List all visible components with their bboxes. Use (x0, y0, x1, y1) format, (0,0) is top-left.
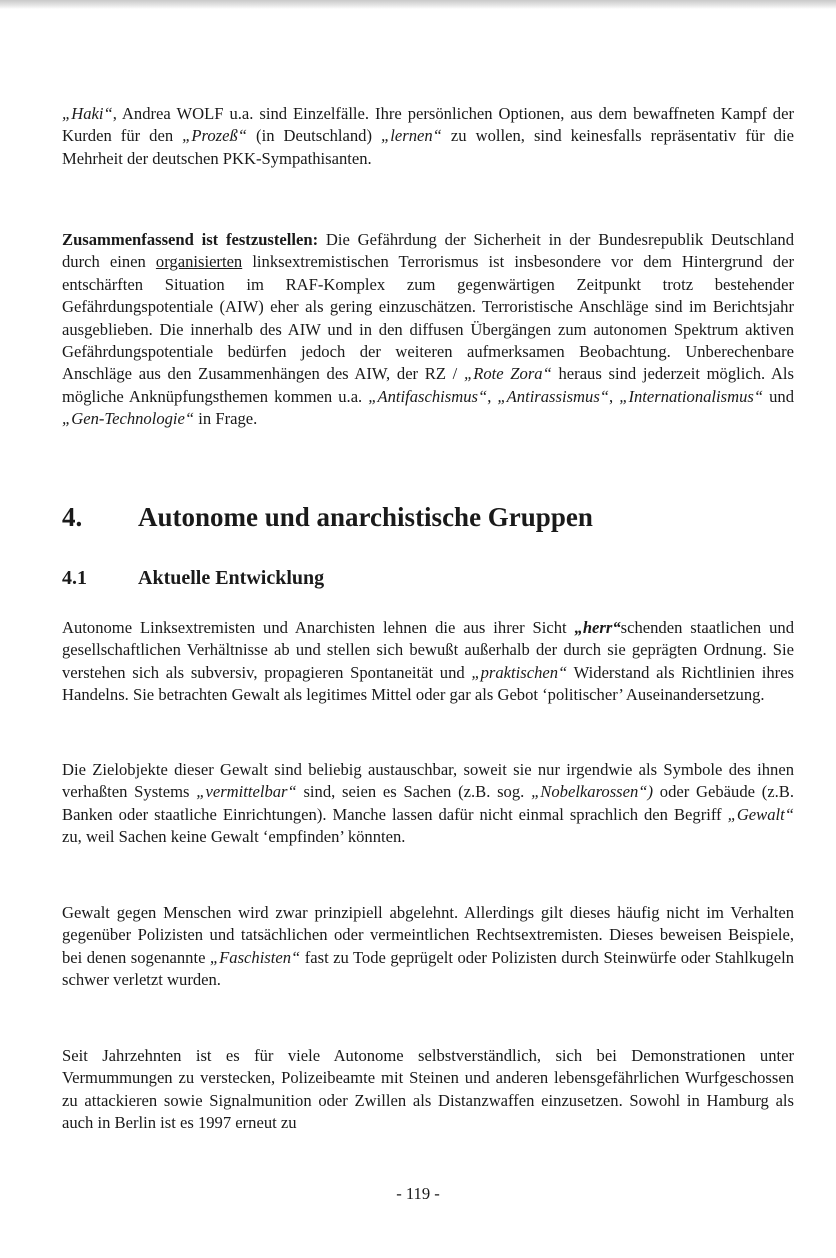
section-title: Autonome und anarchistische Gruppen (138, 502, 593, 532)
paragraph-violence-targets: Die Zielobjekte dieser Gewalt sind beliebig austauschbar, soweit sie nur irgendwie als Symbole des ihnen verhaßten Systems „vermittelbar“ sind, seien es Sachen (z.B. sog. „Nobelkarossen“) oder Gebäude (z.B. Banken oder staatliche Einrichtungen). Manche lassen dafür nicht einmal sprachlich den Begriff „Gewalt“ zu, weil Sachen keine Gewalt ‘empfinden’ könnten. (62, 760, 795, 847)
subsection-number: 4.1 (62, 567, 87, 589)
subsection-title: Aktuelle Entwicklung (138, 567, 325, 589)
paragraph-violence-against-people: Gewalt gegen Menschen wird zwar prinzipiell abgelehnt. Allerdings gilt dieses häufig nicht im Verhalten gegenüber Polizisten und tatsächlichen oder vermeintlichen Rechtsextremisten. Dieses beweisen Beispiele, bei denen sogenannte „Faschisten“ fast zu Tode geprügelt oder Polizisten durch Steinwürfe oder Stahlkugeln schwer verletzt wurden. (62, 903, 794, 990)
page-number: - 119 - (396, 1184, 440, 1203)
section-heading (62, 500, 593, 534)
section-number: 4. (62, 502, 83, 532)
paragraph-demonstrations: Seit Jahrzehnten ist es für viele Autonome selbstverständlich, sich bei Demonstrationen unter Vermummungen zu verstecken, Polizeibeamte mit Steinen und anderen lebensgefährlichen Wurfgeschossen zu attackieren sowie Signalmunition oder Zwillen als Distanzwaffen einzusetzen. Sowohl in Hamburg als auch in Berlin ist es 1997 erneut zu (62, 1046, 794, 1133)
subsection-heading (62, 565, 324, 591)
paragraph-pkk-individual-cases: „Haki“, Andrea WOLF u.a. sind Einzelfälle. Ihre persönlichen Optionen, aus dem bewaffneten Kampf der Kurden für den „Prozeß“ (in Deutschland) „lernen“ zu wollen, sind keinesfalls repräsentativ für die Mehrheit der deutschen PKK-Sympathisanten. (62, 104, 794, 168)
paragraph-summary: Zusammenfassend ist festzustellen: Die Gefährdung der Sicherheit in der Bundesrepublik Deutschland durch einen organisierten linksextremistischen Terrorismus ist insbesondere vor dem Hintergrund der entschärften Situation im RAF-Komplex zum gegenwärtigen Zeitpunkt trotz bestehender Gefährdungspotentiale (AIW) eher als gering einzuschätzen. Terroristische Anschläge sind im Berichtsjahr ausgeblieben. Die innerhalb des AIW und in den diffusen Übergängen zum autonomen Spektrum aktiven Gefährdungspotentiale bedürfen jedoch der weiteren aufmerksamen Beobachtung. Unberechenbare Anschläge aus den Zusammenhängen des AIW, der RZ / „Rote Zora“ heraus sind jederzeit möglich. Als mögliche Anknüpfungsthemen kommen u.a. „Antifaschismus“, „Antirassismus“, „Internationalismus“ und „Gen-Technologie“ in Frage. (62, 230, 795, 429)
scan-top-edge (0, 0, 836, 9)
paragraph-autonomous-overview: Autonome Linksextremisten und Anarchisten lehnen die aus ihrer Sicht „herr“schenden staatlichen und gesellschaftlichen Verhältnisse ab und stellen sich bewußt außerhalb der durch sie geprägten Ordnung. Sie verstehen sich als subversiv, propagieren Spontaneität und „praktischen“ Widerstand als Richtlinien ihres Handelns. Sie betrachten Gewalt als legitimes Mittel oder gar als Gebot ‘politischer’ Auseinandersetzung. (62, 618, 794, 705)
summary-lead: Zusammenfassend ist festzustellen: (62, 230, 319, 249)
